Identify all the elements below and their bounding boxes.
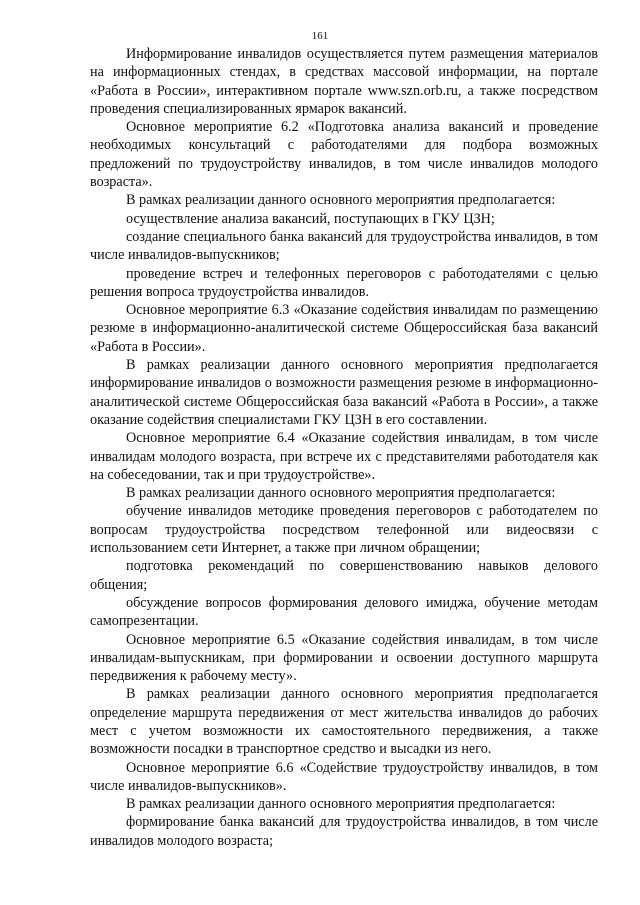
paragraph-03: В рамках реализации данного основного мероприятия предполагается: (126, 192, 556, 209)
paragraph-17: В рамках реализации данного основного мероприятия предполагается: (126, 796, 556, 813)
paragraph-05: создание специального банка вакансий для трудоустройства инвалидов, в том числе инвалидов-выпускников; (90, 228, 598, 264)
paragraph-02: Основное мероприятие 6.2 «Подготовка анализа вакансий и проведение необходимых консультаций с работодателями для подбора возможных предложений по трудоустройству инвалидов, в том числе инвалидов молодого возраста». (90, 119, 598, 191)
paragraph-11: обучение инвалидов методике проведения переговоров с работодателем по вопросам трудоустройства посредством телефонной или видеосвязи с использованием сети Интернет, а также при личном обращении; (90, 503, 598, 557)
paragraph-04: осуществление анализа вакансий, поступающих в ГКУ ЦЗН; (126, 210, 495, 227)
document-body (90, 45, 598, 850)
paragraph-07: Основное мероприятие 6.3 «Оказание содействия инвалидам по размещению резюме в информационно-аналитической системе Общероссийская база вакансий «Работа в России». (90, 302, 598, 355)
paragraph-18: формирование банка вакансий для трудоустройства инвалидов, в том числе инвалидов молодого возраста; (90, 814, 598, 849)
paragraph-12: подготовка рекомендаций по совершенствованию навыков делового общения; (90, 558, 598, 593)
paragraph-01: Информирование инвалидов осуществляется путем размещения материалов на информационных стендах, в средствах массовой информации, на портале «Работа в России», интерактивном портале www.szn.orb.ru, а также посредством проведения специализированных ярмарок вакансий. (90, 46, 598, 117)
paragraph-06: проведение встреч и телефонных переговоров с работодателями с целью решения вопроса трудоустройства инвалидов. (90, 265, 598, 300)
paragraph-08: В рамках реализации данного основного мероприятия предполагается информирование инвалидов о возможности размещения резюме в информационно-аналитической системе Общероссийская база вакансий «Работа в России», а также оказание содействия специалистами ГКУ ЦЗН в его составлении. (90, 357, 598, 428)
paragraph-15: В рамках реализации данного основного мероприятия предполагается определение маршрута передвижения от мест жительства инвалидов до рабочих мест с учетом возможности их самостоятельного передвижения, а также возможности посадки в транспортное средство и высадки из него. (90, 686, 598, 758)
paragraph-13: обсуждение вопросов формирования делового имиджа, обучение методам самопрезентации. (90, 594, 598, 630)
page-number: 161 (311, 30, 329, 42)
paragraph-14: Основное мероприятие 6.5 «Оказание содействия инвалидам, в том числе инвалидам-выпускникам, при формировании и освоении доступного маршрута передвижения к рабочему месту». (90, 631, 598, 685)
paragraph-16: Основное мероприятие 6.6 «Содействие трудоустройству инвалидов, в том числе инвалидов-выпускников». (90, 759, 598, 794)
paragraph-09: Основное мероприятие 6.4 «Оказание содействия инвалидам, в том числе инвалидам молодого возраста, при встрече их с представителями работодателя как на собеседовании, так и при трудоустройстве». (90, 430, 598, 483)
paragraph-10: В рамках реализации данного основного мероприятия предполагается: (126, 485, 556, 502)
